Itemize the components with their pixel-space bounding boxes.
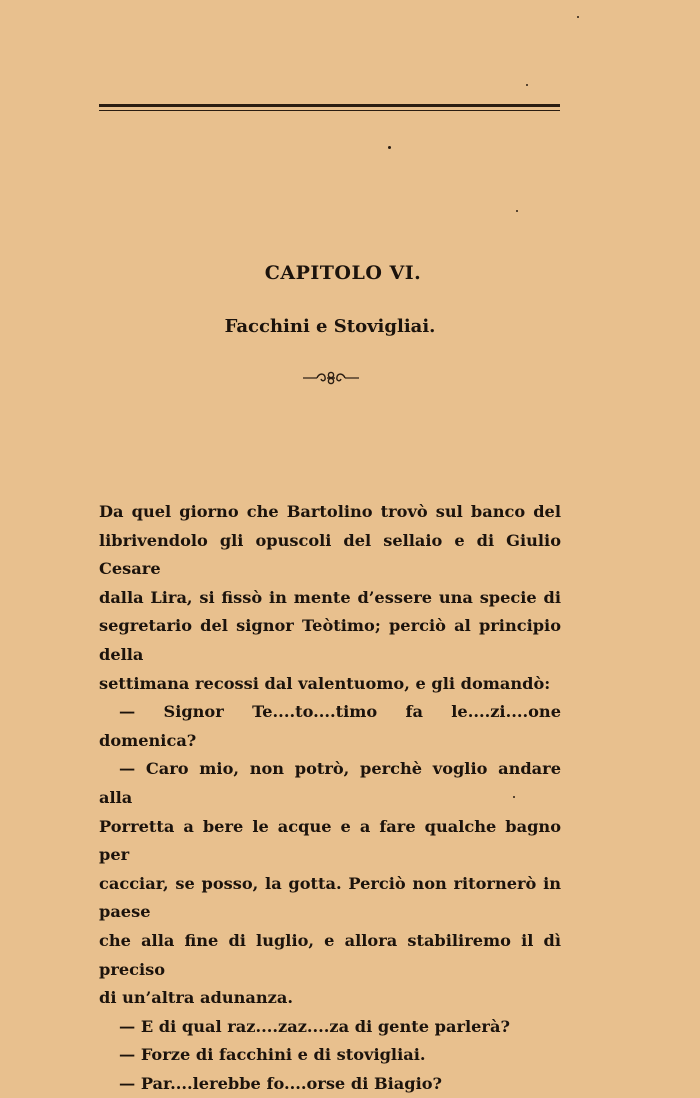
text-line: Da quel giorno che Bartolino trovò sul banco del xyxy=(99,502,561,521)
ink-speck xyxy=(577,16,579,18)
ink-speck xyxy=(516,210,518,212)
text-line: dalla Lira, si fissò in mente d’essere una specie di xyxy=(99,587,561,607)
text-line: di un’altra adunanza. xyxy=(99,988,293,1008)
text-line: cacciar, se posso, la gotta. Perciò non ritornerò in paese xyxy=(99,873,561,922)
text-line: Porretta a bere le acque e a fare qualche bagno per xyxy=(99,816,561,865)
dialogue-line: — Caro mio, non potrò, perchè voglio andare alla xyxy=(99,759,561,807)
header-rule-thick xyxy=(99,104,560,107)
header-rule-thin xyxy=(99,110,560,111)
text-line: librivendolo gli opuscoli del sellaio e di Giulio Cesare xyxy=(99,530,561,579)
dialogue-line: — Forze di facchini e di stovigliai. xyxy=(119,1045,426,1065)
fleuron-ornament-icon xyxy=(303,370,359,386)
dialogue-line: — Par....lerebbe fo....orse di Biagio? xyxy=(119,1073,443,1093)
chapter-heading: CAPITOLO VI. xyxy=(264,262,422,284)
text-line: che alla fine di luglio, e allora stabiliremo il dì preciso xyxy=(99,930,561,979)
body-text xyxy=(99,498,561,1098)
text-line: settimana recossi dal valentuomo, e gli domandò: xyxy=(99,673,551,693)
ink-speck xyxy=(388,146,391,149)
dialogue-line: — E di qual raz....zaz....za di gente parlerà? xyxy=(119,1016,510,1036)
chapter-subtitle: Facchini e Stovigliai. xyxy=(224,316,436,337)
ink-speck xyxy=(526,84,528,86)
dialogue-line: — Signor Te....to....timo fa le....zi....one domenica? xyxy=(99,702,561,750)
text-line: segretario del signor Teòtimo; perciò al principio della xyxy=(99,616,561,664)
